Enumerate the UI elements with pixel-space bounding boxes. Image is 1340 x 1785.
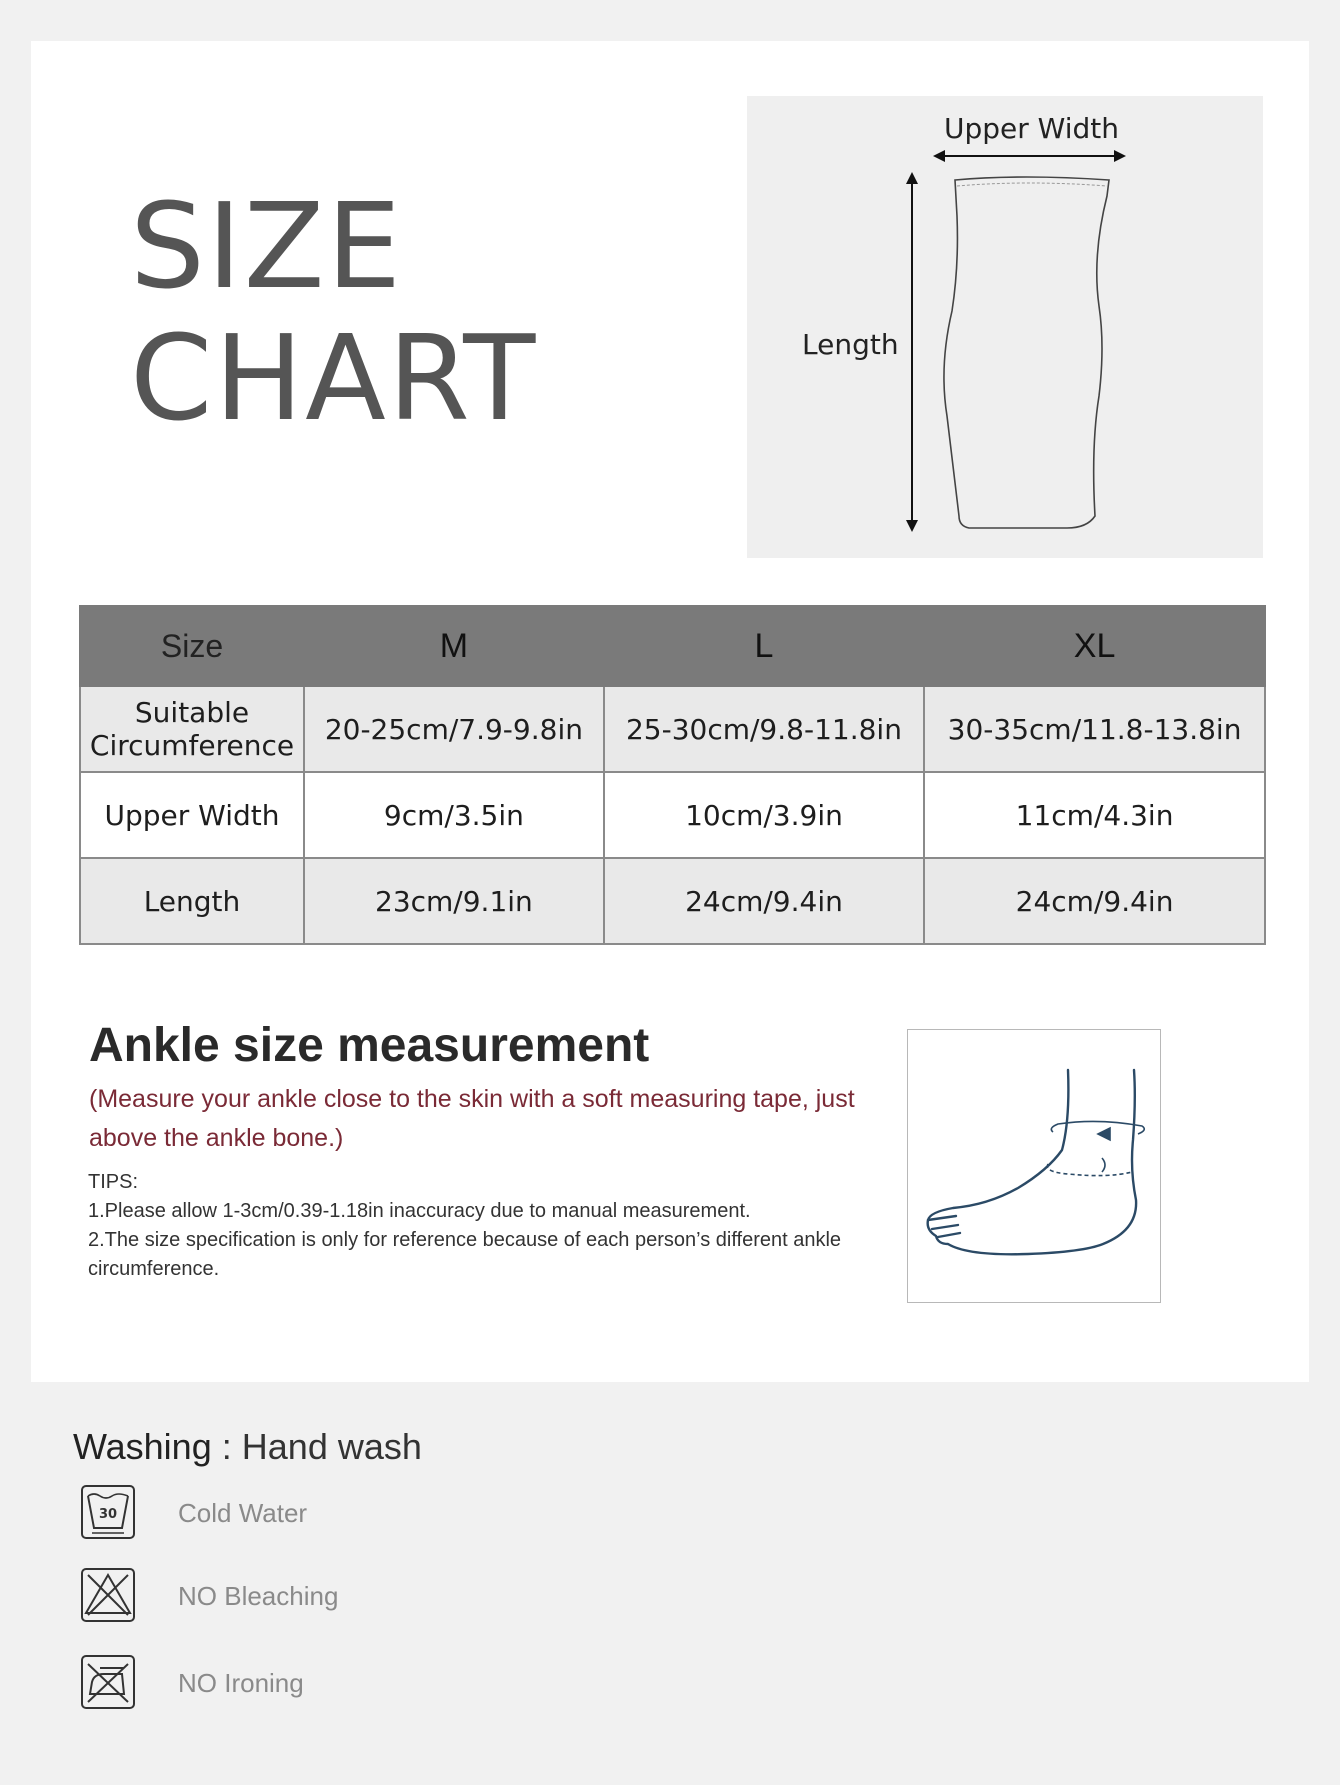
table-cell: 23cm/9.1in (304, 858, 604, 944)
knee-sleeve-diagram (747, 96, 1263, 558)
table-cell: 9cm/3.5in (304, 772, 604, 858)
tips-block (88, 1168, 848, 1284)
wash-30-icon (80, 1484, 136, 1540)
tips-heading: TIPS: (88, 1171, 139, 1193)
row-label-line1: Suitable (134, 696, 250, 729)
row-label-upper-width: Upper Width (80, 772, 304, 858)
ankle-measurement-title: Ankle size measurement (89, 1019, 650, 1072)
table-cell: 10cm/3.9in (604, 772, 924, 858)
no-iron-icon (80, 1654, 136, 1710)
table-row-length (80, 858, 1265, 944)
row-label-length: Length (80, 858, 304, 944)
no-bleach-icon (80, 1567, 136, 1623)
table-row-upper-width (80, 772, 1265, 858)
length-label: Length (802, 328, 899, 361)
size-table (79, 605, 1266, 945)
row-label-circumference (80, 686, 304, 772)
header-m: M (304, 606, 604, 686)
ankle-foot-illustration (907, 1029, 1161, 1303)
table-cell: 24cm/9.4in (604, 858, 924, 944)
wash-temperature: 30 (98, 1507, 118, 1522)
care-text-no-bleach: NO Bleaching (178, 1581, 339, 1611)
tip-2: 2.The size specification is only for reference because of each person’s different ankle circumference. (88, 1229, 842, 1280)
care-no-bleach (80, 1567, 480, 1627)
knee-sleeve-illustration (747, 96, 1263, 558)
table-cell: 20-25cm/7.9-9.8in (304, 686, 604, 772)
row-label-line2: Circumference (89, 729, 295, 762)
table-cell: 24cm/9.4in (924, 858, 1265, 944)
header-l: L (604, 606, 924, 686)
ankle-measurement-subtitle: (Measure your ankle close to the skin with a soft measuring tape, just above the ankle bone.) (89, 1085, 855, 1152)
foot-icon (908, 1030, 1162, 1304)
care-text-cold-water: Cold Water (178, 1498, 308, 1528)
care-text-no-iron: NO Ironing (178, 1668, 304, 1698)
title-line-chart: CHART (130, 309, 538, 447)
washing-instruction (73, 1426, 422, 1468)
care-cold-water (80, 1484, 480, 1544)
header-xl: XL (924, 606, 1265, 686)
size-chart-title (130, 177, 538, 447)
washing-label: Washing (73, 1426, 212, 1467)
header-size: Size (80, 606, 304, 686)
table-row-circumference (80, 686, 1265, 772)
washing-value: Hand wash (241, 1426, 422, 1467)
table-cell: 25-30cm/9.8-11.8in (604, 686, 924, 772)
tip-1: 1.Please allow 1-3cm/0.39-1.18in inaccuracy due to manual measurement. (88, 1200, 751, 1222)
title-line-size: SIZE (130, 177, 404, 315)
table-cell: 11cm/4.3in (924, 772, 1265, 858)
size-table-header (80, 606, 1265, 686)
washing-separator: : (221, 1426, 232, 1467)
table-cell: 30-35cm/11.8-13.8in (924, 686, 1265, 772)
upper-width-label: Upper Width (944, 112, 1120, 145)
care-no-iron (80, 1654, 480, 1714)
